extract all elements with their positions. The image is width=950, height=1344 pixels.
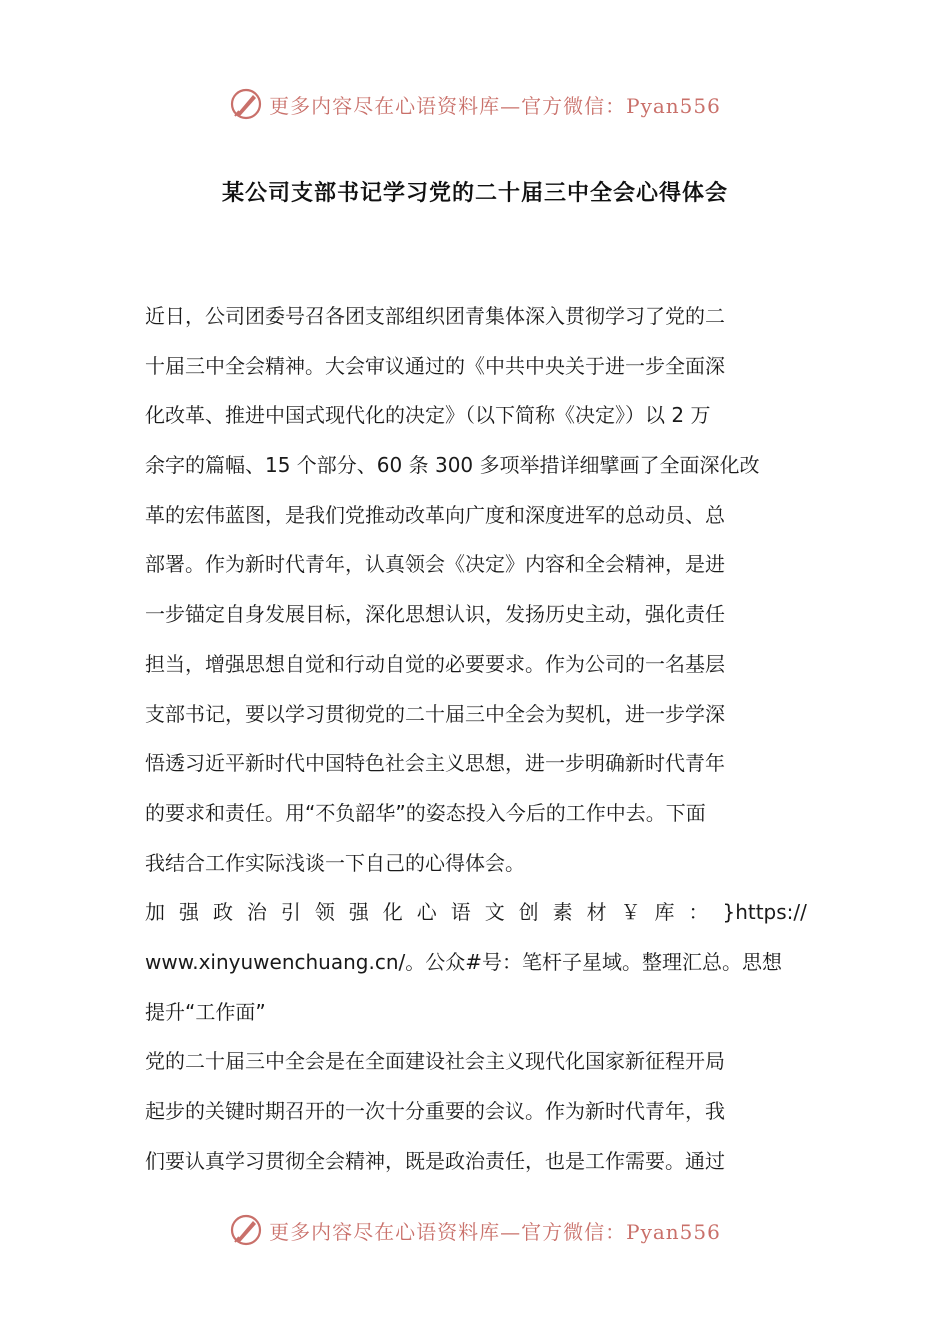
document-body bbox=[145, 292, 807, 1186]
spaced-char: 领 bbox=[314, 900, 335, 925]
spaced-char: 化 bbox=[382, 900, 403, 925]
body-line: 提升“工作面” bbox=[145, 999, 266, 1024]
body-line: 的要求和责任。用“不负韶华”的姿态投入今后的工作中去。下面 bbox=[145, 800, 706, 825]
quill-pen-logo-icon bbox=[229, 87, 263, 121]
body-line: 起步的关键时期召开的一次十分重要的会议。作为新时代青年，我 bbox=[145, 1099, 725, 1123]
body-line: 党的二十届三中全会是在全面建设社会主义现代化国家新征程开局 bbox=[145, 1049, 725, 1074]
document-title: 某公司支部书记学习党的二十届三中全会心得体会 bbox=[221, 181, 728, 206]
header-banner-text: 更多内容尽在心语资料库—官方微信：Pyan556 bbox=[269, 93, 721, 118]
spaced-char: 材 bbox=[586, 900, 607, 925]
spaced-char: 强 bbox=[348, 900, 369, 925]
spaced-char: 素 bbox=[552, 900, 573, 925]
spaced-heading-line bbox=[145, 888, 807, 938]
header-banner bbox=[0, 82, 950, 126]
body-line: 革的宏伟蓝图，是我们党推动改革向广度和深度进军的总动员、总 bbox=[145, 502, 725, 527]
spaced-char: 政 bbox=[212, 900, 233, 925]
footer-banner bbox=[0, 1208, 950, 1252]
spaced-char: 治 bbox=[246, 900, 267, 925]
body-line: 十届三中全会精神。大会审议通过的《中共中央关于进一步全面深 bbox=[145, 353, 725, 378]
body-line: 部署。作为新时代青年，认真领会《决定》内容和全会精神，是进 bbox=[145, 552, 725, 577]
spaced-char: ： bbox=[688, 900, 709, 925]
body-line: 们要认真学习贯彻全会精神，既是政治责任，也是工作需要。通过 bbox=[145, 1148, 725, 1173]
spaced-char: 加 bbox=[145, 900, 165, 925]
spaced-char: 创 bbox=[518, 900, 539, 925]
body-line: 悟透习近平新时代中国特色社会主义思想，进一步明确新时代青年 bbox=[145, 751, 725, 776]
body-line: www.xinyuwenchuang.cn/。公众#号：笔杆子星域。整理汇总。思想 bbox=[145, 949, 783, 974]
spaced-char: 语 bbox=[450, 900, 471, 925]
body-line: 担当，增强思想自觉和行动自觉的必要要求。作为公司的一名基层 bbox=[145, 651, 725, 676]
body-line: 余字的篇幅、15 个部分、60 条 300 多项举措详细擘画了全面深化改 bbox=[145, 453, 760, 478]
body-line: 支部书记，要以学习贯彻党的二十届三中全会为契机，进一步学深 bbox=[145, 701, 725, 726]
spaced-char: 心 bbox=[416, 900, 437, 925]
body-line: 一步锚定自身发展目标，深化思想认识，发扬历史主动，强化责任 bbox=[145, 602, 725, 627]
spaced-char: 强 bbox=[178, 900, 199, 925]
body-line: 我结合工作实际浅谈一下自己的心得体会。 bbox=[145, 850, 525, 875]
spaced-char: 文 bbox=[484, 900, 505, 925]
spaced-char: 引 bbox=[280, 900, 301, 925]
spaced-char: 库 bbox=[654, 900, 675, 925]
spaced-char: }https:// bbox=[722, 900, 807, 925]
quill-pen-logo-icon bbox=[229, 1213, 263, 1247]
spaced-char: ￥ bbox=[620, 900, 641, 925]
body-line: 近日，公司团委号召各团支部组织团青集体深入贯彻学习了党的二 bbox=[145, 304, 725, 328]
footer-banner-text: 更多内容尽在心语资料库—官方微信：Pyan556 bbox=[269, 1219, 721, 1244]
body-line: 化改革、推进中国式现代化的决定》（以下简称《决定》）以 2 万 bbox=[145, 403, 711, 428]
